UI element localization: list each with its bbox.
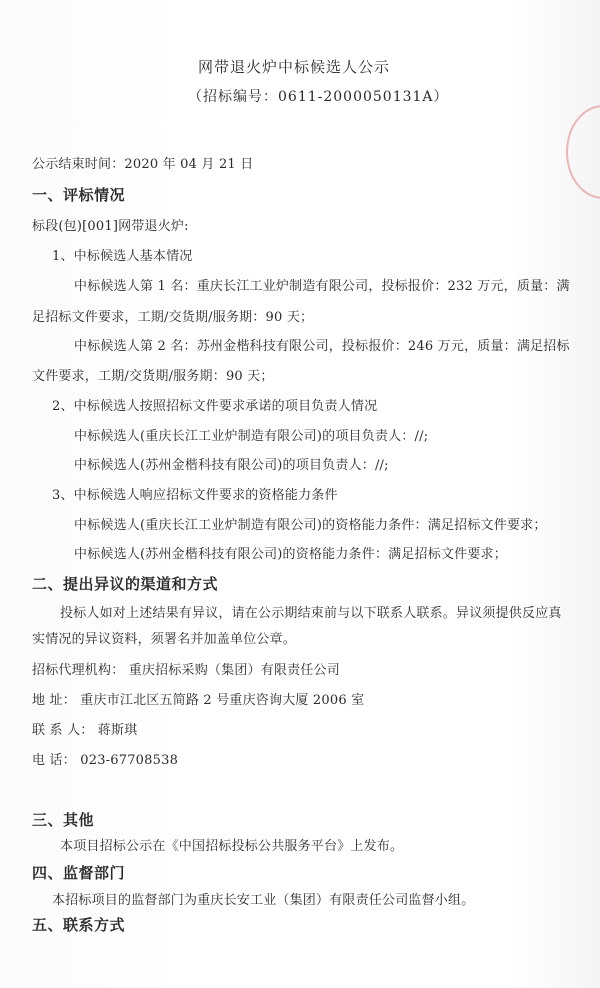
seal-stamp-edge: [566, 105, 600, 199]
section-2-heading: 二、提出异议的渠道和方式: [32, 575, 219, 593]
lot-label: 标段(包)[001]网带退火炉:: [32, 219, 189, 234]
contact-line: 联 系 人： 蒋斯琪: [32, 723, 138, 738]
document-title: 网带退火炉中标候选人公示: [198, 58, 391, 76]
subsection-3-title: 3、中标候选人响应招标文件要求的资格能力条件: [52, 488, 338, 503]
section-3-text: 本项目招标公示在《中国招标投标公共服务平台》上发布。: [60, 839, 404, 854]
section-3-heading: 三、其他: [32, 811, 95, 829]
section-4-heading: 四、监督部门: [32, 864, 126, 882]
section-1-heading: 一、评标情况: [32, 186, 126, 204]
bid-number: （招标编号：0611-2000050131A）: [188, 89, 449, 105]
subsection-2-title: 2、中标候选人按照招标文件要求承诺的项目负责人情况: [52, 399, 378, 414]
project-lead-line-2: 中标候选人(苏州金楷科技有限公司)的项目负责人：//;: [74, 458, 389, 473]
candidate-1-line-1: 中标候选人第 1 名：重庆长江工业炉制造有限公司，投标报价：232 万元，质量：满: [74, 279, 570, 294]
notice-end-time: 公示结束时间：2020 年 04 月 21 日: [32, 157, 254, 172]
objection-paragraph-line-2: 实情况的异议资料，须署名并加盖单位公章。: [32, 632, 297, 647]
address-line: 地 址： 重庆市江北区五简路 2 号重庆咨询大厦 2006 室: [32, 693, 365, 708]
section-5-heading: 五、联系方式: [32, 916, 126, 934]
candidate-2-line-1: 中标候选人第 2 名：苏州金楷科技有限公司，投标报价：246 万元，质量：满足招标: [74, 339, 570, 354]
qualification-line-2: 中标候选人(苏州金楷科技有限公司)的资格能力条件：满足招标文件要求；: [74, 547, 507, 562]
section-4-text: 本招标项目的监督部门为重庆长安工业（集团）有限责任公司监督小组。: [52, 893, 475, 908]
phone-line: 电 话： 023-67708538: [32, 753, 179, 768]
qualification-line-1: 中标候选人(重庆长江工业炉制造有限公司)的资格能力条件：满足招标文件要求；: [74, 518, 547, 533]
subsection-1-title: 1、中标候选人基本情况: [52, 249, 193, 264]
project-lead-line-1: 中标候选人(重庆长江工业炉制造有限公司)的项目负责人：//;: [74, 429, 429, 444]
agency-line: 招标代理机构： 重庆招标采购（集团）有限责任公司: [32, 663, 340, 678]
objection-paragraph-line-1: 投标人如对上述结果有异议，请在公示期结束前与以下联系人联系。异议须提供反应真: [60, 606, 562, 621]
candidate-1-line-2: 足招标文件要求，工期/交货期/服务期：90 天；: [32, 310, 314, 325]
candidate-2-line-2: 文件要求，工期/交货期/服务期：90 天；: [32, 369, 274, 384]
